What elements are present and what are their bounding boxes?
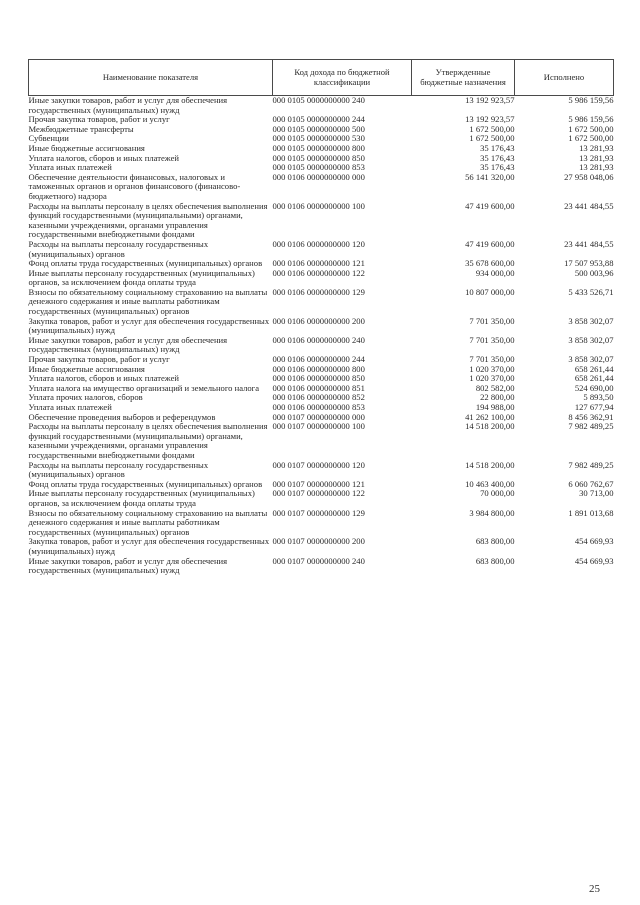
row-code-cell: 000 0107 0000000000 240 — [272, 555, 365, 566]
row-code-cell: 000 0105 0000000000 853 — [272, 162, 365, 173]
row-name-cell: Иные закупки товаров, работ и услуг для обеспечения государственных (муниципальных) нужд — [28, 555, 228, 576]
table-row — [29, 288, 614, 317]
row-code-cell: 000 0106 0000000000 852 — [272, 392, 365, 403]
row-approved-cell: 47 419 600,00 — [465, 238, 515, 249]
row-executed-cell: 17 507 953,88 — [564, 258, 614, 269]
row-code-cell: 000 0106 0000000000 850 — [272, 373, 365, 384]
row-approved-cell: 35 176,43 — [480, 142, 515, 153]
row-approved-cell: 683 800,00 — [475, 536, 515, 547]
row-executed-cell: 3 858 302,07 — [568, 354, 614, 365]
table-row — [29, 269, 614, 288]
row-code-cell: 000 0106 0000000000 121 — [272, 258, 365, 269]
row-code-cell: 000 0105 0000000000 800 — [272, 142, 365, 153]
report-table — [28, 59, 614, 576]
row-name-cell: Иные закупки товаров, работ и услуг для обеспечения государственных (муниципальных) нужд — [28, 334, 228, 355]
table-row — [29, 96, 614, 116]
row-name-cell: Уплата налогов, сборов и иных платежей — [28, 152, 180, 163]
row-executed-cell: 7 982 489,25 — [568, 459, 614, 470]
row-approved-cell: 14 518 200,00 — [465, 459, 515, 470]
row-name-cell: Расходы на выплаты персоналу государственных (муниципальных) органов — [28, 238, 209, 259]
row-executed-cell: 454 669,93 — [574, 555, 614, 566]
row-executed-cell: 5 986 159,56 — [568, 114, 614, 125]
row-name-cell: Уплата иных платежей — [28, 162, 112, 173]
row-approved-cell: 70 000,00 — [480, 488, 515, 499]
row-executed-cell: 23 441 484,55 — [564, 238, 614, 249]
column-header-name: Наименование показателя — [29, 60, 273, 96]
row-executed-cell: 500 003,96 — [574, 267, 614, 278]
row-name-cell: Уплата иных платежей — [28, 402, 112, 412]
row-approved-cell: 47 419 600,00 — [465, 200, 515, 211]
row-executed-cell: 23 441 484,55 — [564, 200, 614, 211]
table-body — [29, 96, 614, 576]
row-executed-cell: 27 958 048,06 — [564, 171, 614, 182]
row-name-cell: Уплата налогов, сборов и иных платежей — [28, 373, 180, 384]
row-executed-cell: 1 891 013,68 — [568, 507, 614, 518]
row-code-cell: 000 0107 0000000000 120 — [272, 459, 365, 470]
row-code-cell: 000 0106 0000000000 240 — [272, 334, 365, 345]
row-executed-cell: 658 261,44 — [574, 373, 614, 384]
row-name-cell: Прочая закупка товаров, работ и услуг — [28, 354, 170, 365]
row-name-cell: Межбюджетные трансферты — [28, 123, 134, 134]
row-name-cell: Взносы по обязательному социальному страхованию на выплаты денежного содержания и иные выплаты работникам государственных (муниципальных) органов — [28, 507, 268, 537]
row-code-cell: 000 0107 0000000000 121 — [272, 478, 365, 489]
row-approved-cell: 41 262 100,00 — [465, 411, 515, 422]
row-executed-cell: 13 281,93 — [579, 162, 614, 173]
row-code-cell: 000 0106 0000000000 800 — [272, 363, 365, 374]
row-executed-cell: 13 281,93 — [579, 152, 614, 163]
row-code-cell: 000 0107 0000000000 100 — [272, 421, 365, 432]
row-executed-cell: 524 690,00 — [574, 382, 614, 393]
row-name-cell: Иные выплаты персоналу государственных (муниципальных) органов, за исключением фонда оплаты труда — [28, 488, 255, 508]
row-approved-cell: 7 701 350,00 — [469, 354, 515, 365]
table-row — [29, 489, 614, 508]
row-name-cell: Уплата налога на имущество организаций и земельного налога — [28, 382, 260, 393]
row-name-cell: Закупка товаров, работ и услуг для обеспечения государственных (муниципальных) нужд — [28, 315, 270, 336]
row-approved-cell: 13 192 923,57 — [465, 114, 515, 125]
table-row — [29, 537, 614, 556]
row-name-cell: Обеспечение деятельности финансовых, налоговых и таможенных органов и органов финансового (финансово-бюджетного) надзора — [28, 171, 241, 201]
row-executed-cell: 5 433 526,71 — [568, 286, 614, 297]
row-executed-cell: 127 677,94 — [574, 402, 614, 412]
row-approved-cell: 802 582,00 — [475, 382, 515, 393]
table-row — [29, 336, 614, 355]
row-code-cell: 000 0107 0000000000 000 — [272, 411, 365, 422]
row-approved-cell: 1 672 500,00 — [469, 123, 515, 134]
row-code-cell: 000 0106 0000000000 851 — [272, 382, 365, 393]
row-code-cell: 000 0106 0000000000 244 — [272, 354, 365, 365]
row-approved-cell: 35 176,43 — [480, 162, 515, 173]
table-row — [29, 422, 614, 460]
row-code-cell: 000 0105 0000000000 244 — [272, 114, 365, 125]
row-code-cell: 000 0105 0000000000 530 — [272, 133, 365, 144]
row-code-cell: 000 0106 0000000000 853 — [272, 402, 365, 412]
row-code-cell: 000 0107 0000000000 200 — [272, 536, 365, 547]
row-code-cell: 000 0106 0000000000 100 — [272, 200, 365, 211]
row-approved-cell: 683 800,00 — [475, 555, 515, 566]
row-code-cell: 000 0105 0000000000 850 — [272, 152, 365, 163]
row-executed-cell: 5 893,50 — [583, 392, 614, 403]
row-executed-cell: 454 669,93 — [574, 536, 614, 547]
row-executed-cell: 5 986 159,56 — [568, 95, 614, 105]
row-approved-cell: 1 672 500,00 — [469, 133, 515, 144]
row-code-cell: 000 0105 0000000000 240 — [272, 95, 365, 105]
row-approved-cell: 56 141 320,00 — [465, 171, 515, 182]
row-code-cell: 000 0106 0000000000 120 — [272, 238, 365, 249]
table-header — [29, 60, 614, 96]
row-approved-cell: 1 020 370,00 — [469, 373, 515, 384]
row-code-cell: 000 0106 0000000000 122 — [272, 267, 365, 278]
row-approved-cell: 194 988,00 — [475, 402, 515, 412]
row-executed-cell: 13 281,93 — [579, 142, 614, 153]
row-name-cell: Расходы на выплаты персоналу в целях обеспечения выполнения функций государственными (муниципальными) органами, казенными учреждениями, органами управления государственными внебюджетными фондами — [28, 421, 268, 460]
column-header-approved: Утвержденные бюджетные назначения — [412, 60, 515, 96]
row-executed-cell: 1 672 500,00 — [568, 133, 614, 144]
row-code-cell: 000 0106 0000000000 200 — [272, 315, 365, 326]
row-executed-cell: 7 982 489,25 — [568, 421, 614, 432]
table-row — [29, 173, 614, 202]
row-code-cell: 000 0106 0000000000 000 — [272, 171, 365, 182]
row-name-cell: Прочая закупка товаров, работ и услуг — [28, 114, 170, 125]
table-header-row — [29, 60, 614, 96]
row-approved-cell: 1 020 370,00 — [469, 363, 515, 374]
table-row — [29, 317, 614, 336]
row-name-cell: Расходы на выплаты персоналу государственных (муниципальных) органов — [28, 459, 209, 480]
row-name-cell: Расходы на выплаты персоналу в целях обеспечения выполнения функций государственными (муниципальными) органами, казенными учреждениями, органами управления государственными внебюджетными фондами — [28, 200, 268, 240]
row-name-cell: Иные закупки товаров, работ и услуг для обеспечения государственных (муниципальных) нужд — [28, 95, 228, 115]
row-name-cell: Фонд оплаты труда государственных (муниципальных) органов — [28, 478, 263, 489]
row-code-cell: 000 0107 0000000000 122 — [272, 488, 365, 499]
row-approved-cell: 14 518 200,00 — [465, 421, 515, 432]
table-row — [29, 557, 614, 576]
row-executed-cell: 30 713,00 — [579, 488, 614, 499]
row-name-cell: Иные бюджетные ассигнования — [28, 142, 145, 153]
row-name-cell: Фонд оплаты труда государственных (муниципальных) органов — [28, 258, 263, 269]
row-name-cell: Обеспечение проведения выборов и референдумов — [28, 411, 216, 422]
row-name-cell: Закупка товаров, работ и услуг для обеспечения государственных (муниципальных) нужд — [28, 536, 270, 556]
row-approved-cell: 35 176,43 — [480, 152, 515, 163]
table-row — [29, 240, 614, 259]
row-approved-cell: 13 192 923,57 — [465, 95, 515, 105]
row-approved-cell: 934 000,00 — [475, 267, 515, 278]
row-executed-cell: 658 261,44 — [574, 363, 614, 374]
row-name-cell: Взносы по обязательному социальному страхованию на выплаты денежного содержания и иные выплаты работникам государственных (муниципальных) органов — [28, 286, 268, 317]
row-code-cell: 000 0105 0000000000 500 — [272, 123, 365, 134]
row-executed-cell: 3 858 302,07 — [568, 315, 614, 326]
row-approved-cell: 3 984 800,00 — [469, 507, 515, 518]
row-name-cell: Иные бюджетные ассигнования — [28, 363, 145, 374]
row-approved-cell: 35 678 600,00 — [465, 258, 515, 269]
table-row — [29, 461, 614, 480]
column-header-executed: Исполнено — [515, 60, 614, 96]
row-name-cell: Субвенции — [28, 133, 69, 144]
column-header-code: Код дохода по бюджетной классификации — [273, 60, 412, 96]
row-code-cell: 000 0107 0000000000 129 — [272, 507, 365, 518]
row-executed-cell: 6 060 762,67 — [568, 478, 614, 489]
row-executed-cell: 3 858 302,07 — [568, 334, 614, 345]
row-approved-cell: 7 701 350,00 — [469, 315, 515, 326]
row-approved-cell: 10 463 400,00 — [465, 478, 515, 489]
table-row — [29, 509, 614, 538]
row-name-cell: Уплата прочих налогов, сборов — [28, 392, 143, 403]
row-code-cell: 000 0106 0000000000 129 — [272, 286, 365, 297]
row-executed-cell: 8 456 362,91 — [568, 411, 614, 422]
row-executed-cell: 1 672 500,00 — [568, 123, 614, 134]
table-row — [29, 202, 614, 240]
page-number: 25 — [589, 883, 600, 895]
row-name-cell: Иные выплаты персоналу государственных (муниципальных) органов, за исключением фонда оплаты труда — [28, 267, 255, 288]
row-approved-cell: 22 800,00 — [480, 392, 515, 403]
row-approved-cell: 10 807 000,00 — [465, 286, 515, 297]
row-approved-cell: 7 701 350,00 — [469, 334, 515, 345]
